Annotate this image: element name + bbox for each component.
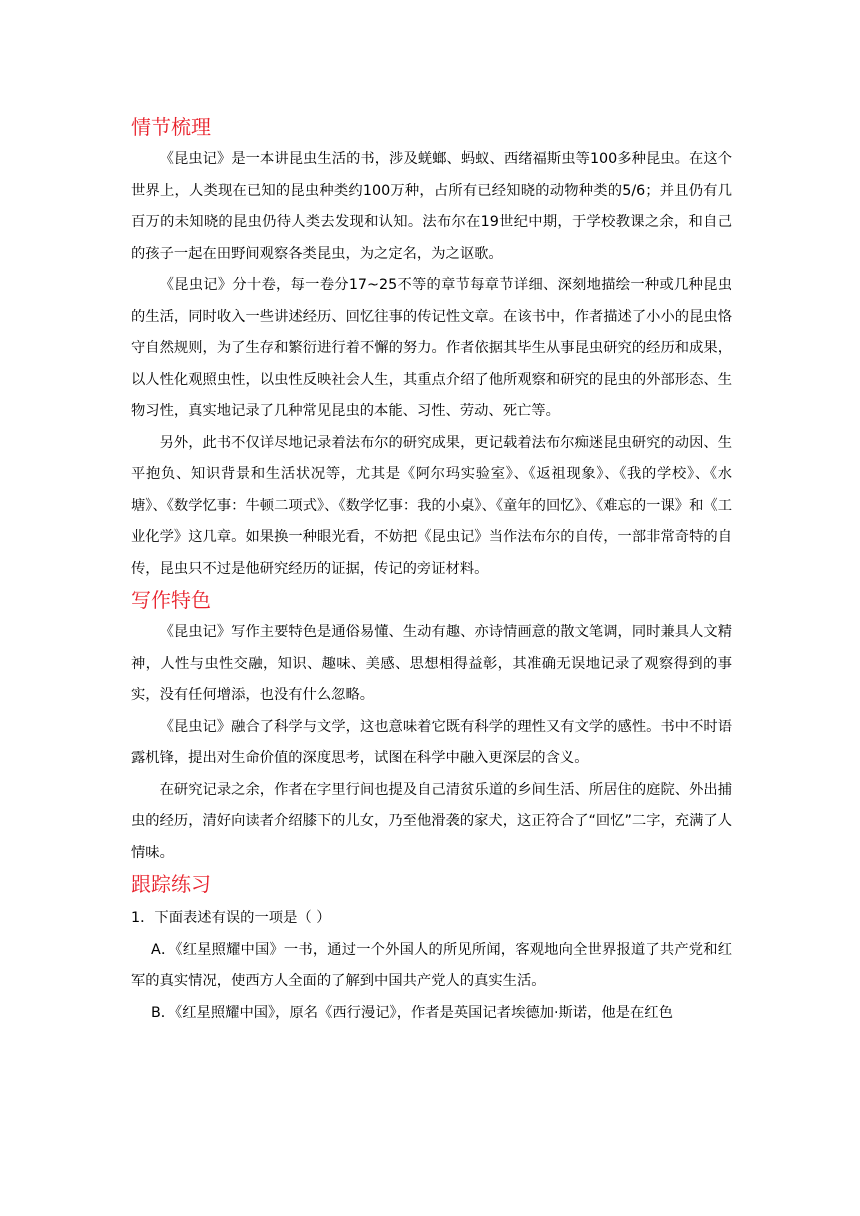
question-option-b: B．《红星照耀中国》，原名《西行漫记》，作者是英国记者埃德加·斯诺，他是在红色 [151,1004,673,1021]
plot-paragraph-2: 《昆虫记》分十卷，每一卷分17~25不等的章节每章节详细、深刻地描绘一种或几种昆虫的生活，同时收入一些讲述经历、回忆往事的传记性文章。在该书中，作者描述了小小的昆虫恪守自然规则，为了生存和繁衍进行着不懈的努力。作者依据其毕生从事昆虫研究的经历和成果，以人性化观照虫性，以虫性反映社会人生，其重点介绍了他所观察和研究的昆虫的外部形态、生物习性，真实地记录了几种常见昆虫的本能、习性、劳动、死亡等。 [131,277,732,419]
style-paragraph-2: 《昆虫记》融合了科学与文学，这也意味着它既有科学的理性又有文学的感性。书中不时语露机锋，提出对生命价值的深度思考，试图在科学中融入更深层的含义。 [131,718,732,766]
style-paragraph-1: 《昆虫记》写作主要特色是通俗易懂、生动有趣、亦诗情画意的散文笔调，同时兼具人文精神，人性与虫性交融，知识、趣味、美感、思想相得益彰，其准确无误地记录了观察得到的事实，没有任何增添，也没有什么忽略。 [131,624,732,703]
plot-paragraph-1: 《昆虫记》是一本讲昆虫生活的书，涉及蜣螂、蚂蚁、西绪福斯虫等100多种昆虫。在这个世界上，人类现在已知的昆虫种类约100万种，占所有已经知晓的动物种类的5/6；并且仍有几百万的未知晓的昆虫仍待人类去发现和认知。法布尔在19世纪中期，于学校教课之余，和自己的孩子一起在田野间观察各类昆虫，为之定名，为之讴歌。 [131,151,732,262]
section-heading-style: 写作特色 [131,588,211,612]
section-heading-plot: 情节梳理 [131,115,211,139]
style-paragraph-3: 在研究记录之余，作者在字里行间也提及自己清贫乐道的乡间生活、所居住的庭院、外出捕虫的经历，清好向读者介绍膝下的儿女，乃至他滑袭的家犬，这正符合了“回忆”二字，充满了人情味。 [131,781,732,861]
question-option-a: A．《红星照耀中国》一书，通过一个外国人的所见所闻，客观地向全世界报道了共产党和红军的真实情况，使西方人全面的了解到中国共产党人的真实生活。 [131,941,732,989]
question-stem: 1．下面表述有误的一项是（ ） [131,910,331,926]
section-heading-practice: 跟踪练习 [131,872,211,896]
plot-paragraph-3: 另外，此书不仅详尽地记录着法布尔的研究成果，更记载着法布尔痴迷昆虫研究的动因、生平抱负、知识背景和生活状况等，尤其是《阿尔玛实验室》、《返祖现象》、《我的学校》、《水塘》、《数学忆事：牛顿二项式》、《数学忆事：我的小桌》、《童年的回忆》、《难忘的一课》和《工业化学》这几章。如果换一种眼光看，不妨把《昆虫记》当作法布尔的自传，一部非常奇特的自传，昆虫只不过是他研究经历的证据，传记的旁证材料。 [131,434,732,577]
